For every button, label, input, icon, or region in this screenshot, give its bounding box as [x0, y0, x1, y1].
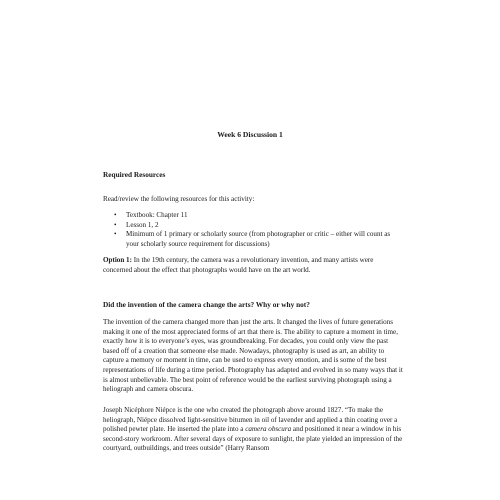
bullet-icon: • — [114, 220, 117, 229]
resources-list — [103, 211, 403, 249]
body-paragraph-1: The invention of the camera changed more than just the arts. It changed the lives of future generations making it one of the most appreciated forms of art that there is. The ability to capture a moment in time, exactly how it is to everyone’s eyes, was groundbreaking. For decades, you could only view the past based off of a creation that someone else made. Nowadays, photography is used as art, an ability to capture a memory or moment in time, can be used to express every emotion, and is some of the best representations of life during a time period. Photography has adapted and evolved in so many ways that it is almost unbelievable. The best point of reference would be the earliest surviving photograph using a heliograph and camera obscura. — [103, 318, 403, 394]
question-heading: Did the invention of the camera change the arts? Why or why not? — [103, 300, 310, 309]
option-label: Option 1: — [103, 256, 132, 264]
required-resources-heading: Required Resources — [103, 170, 166, 179]
paragraph-2-text-a: Joseph Nicéphore Niépce is the one who created the photograph above around 1827. “To make the heliograph, Niépce dissolved light-sensitive bitumen in oil of lavender and applied a thin coating over a polished pewter plate. He inserted the plate into a — [103, 406, 398, 434]
bullet-icon: • — [114, 211, 117, 219]
resource-item-text: Textbook: Chapter 11 — [126, 211, 188, 219]
resource-item — [103, 211, 403, 221]
bullet-icon: • — [114, 230, 117, 239]
document-title: Week 6 Discussion 1 — [217, 130, 283, 139]
paragraph-2-italic: camera obscura — [245, 425, 292, 434]
resource-item — [103, 221, 403, 231]
resources-intro: Read/review the following resources for this activity: — [103, 195, 255, 203]
option-paragraph — [103, 256, 403, 275]
body-paragraph-2 — [103, 406, 403, 454]
option-text: In the 19th century, the camera was a revolutionary invention, and many artists were concerned about the effect that photographs would have on the art world. — [103, 256, 374, 274]
paragraph-2-text-b: and positioned it near a window in his second-story workroom. After several days of exposure to sunlight, the plate yielded an impression of the courtyard, outbuildings, and trees outside” (Harry Ransom — [103, 425, 403, 453]
resource-item-text: Lesson 1, 2 — [126, 220, 159, 229]
resource-item — [103, 230, 403, 249]
resource-item-text: Minimum of 1 primary or scholarly source (from photographer or critic – either will count as your scholarly source requirement for discussions) — [126, 230, 391, 248]
